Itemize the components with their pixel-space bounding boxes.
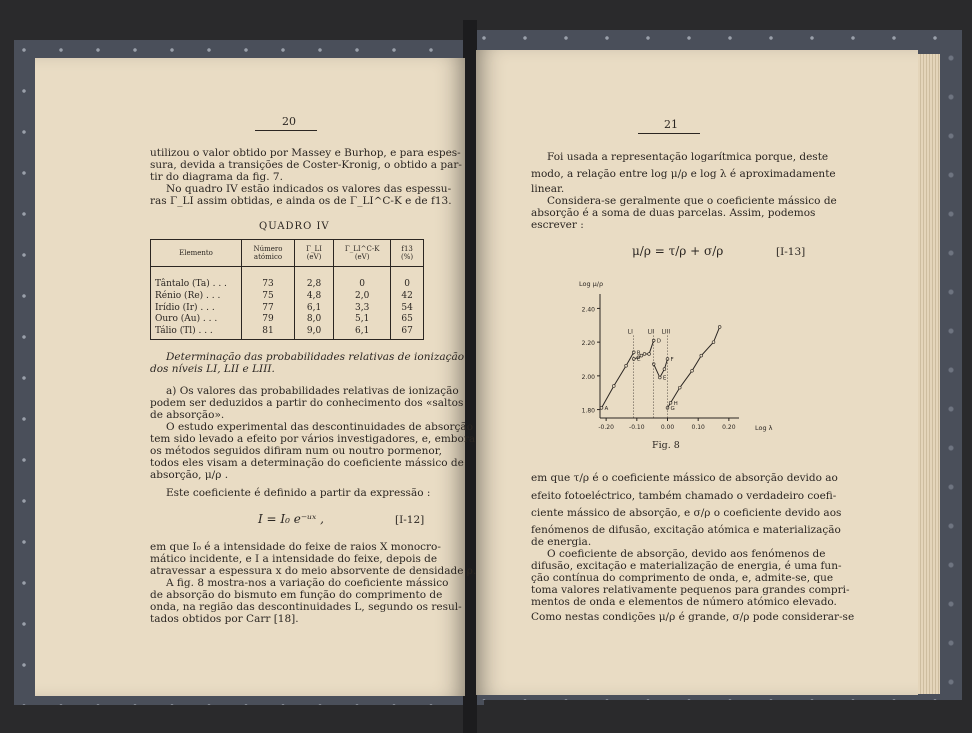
edge-label: LIII — [661, 328, 671, 336]
paragraph-line: O coeficiente de absorção, devido aos fenómenos de — [547, 548, 826, 560]
table-cell: 75 — [242, 290, 295, 302]
paragraph-line: podem ser deduzidos a partir do conhecimento dos «saltos — [150, 397, 464, 409]
table-cell: 5,1 — [334, 313, 391, 325]
data-point — [643, 353, 646, 356]
paragraph-line: onda, na região das descontinuidades L, segundo os resul- — [150, 601, 462, 613]
table-cell: Irídio (Ir) . . . — [151, 302, 242, 314]
table-row — [151, 290, 424, 302]
point-label: B — [636, 350, 641, 357]
table-cell: 42 — [391, 290, 424, 302]
table-cell: 0 — [391, 279, 424, 291]
table-row — [151, 325, 424, 339]
point-label: F — [670, 357, 674, 363]
table-header: Elemento — [151, 240, 242, 267]
equation-number: [I-13] — [776, 246, 806, 258]
y-tick-label: 2.00 — [581, 373, 595, 381]
section-title-line: Determinação das probabilidades relativas de ionização — [166, 351, 465, 363]
x-tick-label: -0.10 — [629, 424, 645, 431]
data-point — [663, 368, 666, 371]
data-point — [712, 341, 715, 344]
table-cell: 6,1 — [295, 302, 334, 314]
point-label: E — [662, 375, 667, 382]
table-cell: Tálio (Tl) . . . — [151, 325, 242, 339]
header-rule — [638, 133, 700, 134]
table-row — [151, 302, 424, 314]
data-point — [691, 369, 694, 372]
paragraph-line: de absorção». — [150, 409, 225, 421]
table-cell: 2,8 — [295, 279, 334, 291]
paragraph-line: tir do diagrama da fig. 7. — [150, 171, 283, 183]
paragraph-line: em que τ/ρ é o coeficiente mássico de absorção devido ao — [531, 472, 838, 484]
paragraph-line: escrever : — [531, 219, 584, 231]
absorption-chart — [575, 272, 775, 440]
paragraph-line: sura, devida a transições de Coster-Kronig, o obtido a par- — [150, 159, 462, 171]
table-cell: 2,0 — [334, 290, 391, 302]
table-cell: 8,0 — [295, 313, 334, 325]
data-point — [669, 401, 672, 404]
paragraph-line: tem sido levado a efeito por vários investigadores, e, embora — [150, 433, 476, 445]
x-tick-label: 0.20 — [722, 424, 736, 431]
y-tick-label: 2.40 — [581, 306, 595, 314]
table-cell: Rénio (Re) . . . — [151, 290, 242, 302]
paragraph-line: efeito fotoeléctrico, também chamado o verdadeiro coefi- — [531, 490, 837, 502]
paragraph-line: todos eles visam a determinação do coeficiente mássico de — [150, 457, 464, 469]
paragraph-line: Como nestas condições μ/ρ é grande, σ/ρ pode considerar-se — [531, 611, 855, 623]
section-title-line: dos níveis LI, LII e LIII. — [150, 363, 275, 375]
x-axis-label: Log λ — [755, 424, 773, 432]
data-point — [658, 376, 661, 379]
paragraph-line: ras Γ_LI assim obtidas, e ainda os de Γ_LI^C-K e de f13. — [150, 195, 452, 207]
page-number: 20 — [282, 115, 296, 128]
x-tick-label: -0.20 — [598, 424, 614, 431]
page-number: 21 — [664, 118, 678, 131]
table-cell: 73 — [242, 279, 295, 291]
paragraph-line: Este coeficiente é definido a partir da expressão : — [166, 487, 431, 499]
paragraph-line: absorção, μ/ρ . — [150, 469, 229, 481]
point-label: A — [604, 405, 609, 412]
paragraph-line: ciente mássico de absorção, e σ/ρ o coeficiente devido aos — [531, 507, 842, 519]
point-label: H — [673, 400, 678, 407]
data-point — [625, 364, 628, 367]
series-line — [668, 327, 720, 408]
y-tick-label: 2.20 — [581, 340, 595, 348]
paragraph-line: mentos de onda e elementos de número atómico elevado. — [531, 596, 837, 608]
quadro-iv-table — [150, 239, 424, 340]
table-header: Γ_LI^C-K (eV) — [334, 240, 391, 267]
paragraph-line: em que I₀ é a intensidade do feixe de raios X monocro- — [150, 541, 441, 553]
data-point — [612, 385, 615, 388]
data-point — [648, 353, 651, 356]
paragraph-line: A fig. 8 mostra-nos a variação do coeficiente mássico — [166, 577, 449, 589]
paragraph-line: toma valores relativamente pequenos para grandes compri- — [531, 584, 850, 596]
paragraph-line: Considera-se geralmente que o coeficiente mássico de — [547, 195, 837, 207]
data-point — [678, 386, 681, 389]
paragraph-line: os métodos seguidos difiram num ou noutro pormenor, — [150, 445, 442, 457]
paragraph-line: modo, a relação entre log μ/ρ e log λ é aproximadamente — [531, 168, 836, 180]
table-cell: Ouro (Au) . . . — [151, 313, 242, 325]
book-spine — [463, 20, 477, 733]
table-cell: 54 — [391, 302, 424, 314]
data-point — [700, 354, 703, 357]
paragraph-line: a) Os valores das probabilidades relativas de ionização — [166, 385, 459, 397]
table-cell: 81 — [242, 325, 295, 339]
paragraph-line: Foi usada a representação logarítmica porque, deste — [547, 151, 829, 163]
table-cell: 67 — [391, 325, 424, 339]
table-title: QUADRO IV — [259, 221, 330, 232]
equation: μ/ρ = τ/ρ + σ/ρ — [632, 244, 724, 258]
point-label: D — [656, 338, 661, 345]
table-cell: 4,8 — [295, 290, 334, 302]
point-label: C — [636, 357, 641, 363]
table-header: f13 (%) — [391, 240, 424, 267]
table-header: Γ_LI (eV) — [295, 240, 334, 267]
paragraph-line: de absorção do bismuto em função do comprimento de — [150, 589, 443, 601]
point-label: G — [670, 405, 675, 412]
data-point — [718, 326, 721, 329]
table-row — [151, 279, 424, 291]
equation: I = I₀ e⁻ᵘˣ , — [258, 512, 324, 526]
y-tick-label: 1.80 — [581, 407, 595, 415]
paragraph-line: atravessar a espessura x do meio absorvente de densidade ρ. — [150, 565, 477, 577]
table-cell: 65 — [391, 313, 424, 325]
paragraph-line: fenómenos de difusão, excitação atómica e materialização — [531, 524, 841, 536]
paragraph-line: utilizou o valor obtido por Massey e Burhop, e para espes- — [150, 147, 461, 159]
table-cell: 6,1 — [334, 325, 391, 339]
table-row — [151, 313, 424, 325]
table-cell: Tântalo (Ta) . . . — [151, 279, 242, 291]
edge-label: LII — [647, 328, 655, 336]
paragraph-line: de energia. — [531, 536, 592, 548]
table-cell: 0 — [334, 279, 391, 291]
paragraph-line: linear. — [531, 183, 565, 195]
x-tick-label: 0.00 — [660, 424, 675, 431]
paragraph-line: No quadro IV estão indicados os valores das espessu- — [166, 183, 452, 195]
table-header: Número atómico — [242, 240, 295, 267]
table-cell: 79 — [242, 313, 295, 325]
y-axis-label: Log μ/ρ — [579, 280, 604, 288]
paragraph-line: ção contínua do comprimento de onda, e, admite-se, que — [531, 572, 834, 584]
paragraph-line: O estudo experimental das descontinuidades de absorção — [166, 421, 474, 433]
table-cell: 3,3 — [334, 302, 391, 314]
header-rule — [255, 130, 317, 131]
edge-label: LI — [627, 328, 633, 336]
paragraph-line: absorção é a soma de duas parcelas. Assim, podemos — [531, 207, 816, 219]
x-tick-label: 0.10 — [691, 424, 705, 431]
paragraph-line: mático incidente, e I a intensidade do feixe, depois de — [150, 553, 438, 565]
series-line — [602, 352, 634, 408]
equation-number: [I-12] — [395, 514, 425, 526]
table-cell: 9,0 — [295, 325, 334, 339]
paragraph-line: difusão, excitação e materialização de energia, é uma fun- — [531, 560, 842, 572]
table-cell: 77 — [242, 302, 295, 314]
paragraph-line: tados obtidos por Carr [18]. — [150, 613, 299, 625]
figure-caption: Fig. 8 — [652, 440, 680, 451]
data-point — [600, 406, 603, 409]
